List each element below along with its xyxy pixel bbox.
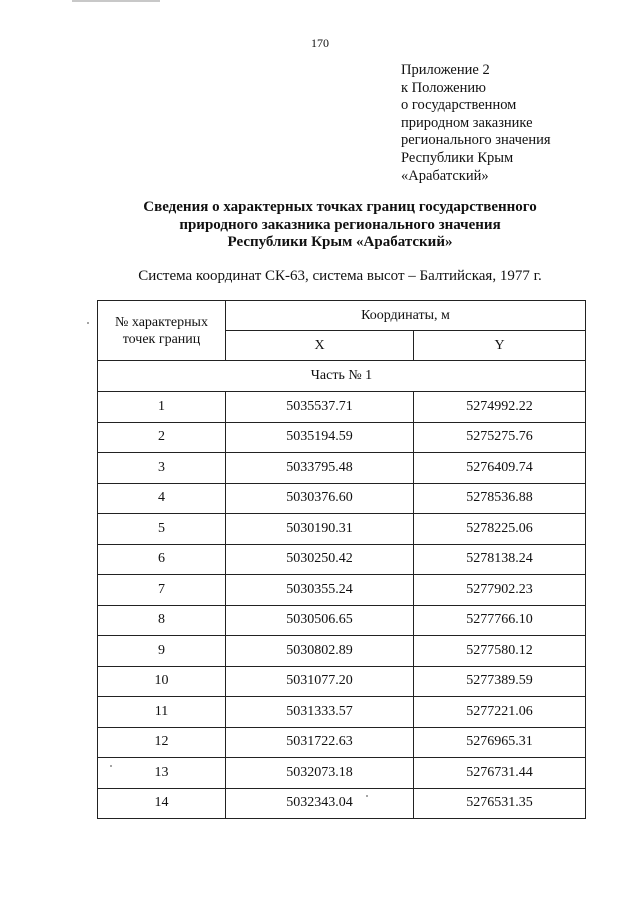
appendix-line: о государственном [401, 97, 517, 114]
x-header: X [226, 331, 414, 361]
point-number-cell: 5 [98, 514, 226, 545]
title-line: природного заказника регионального значения [179, 216, 501, 233]
appendix-line: Приложение 2 [401, 62, 490, 78]
x-coordinate-cell: 5030506.65 [226, 605, 414, 636]
document-title [60, 199, 620, 252]
x-coordinate-cell: 5030250.42 [226, 544, 414, 575]
y-coordinate-cell: 5278536.88 [414, 483, 586, 514]
point-number-cell: 7 [98, 575, 226, 606]
coordinates-table [97, 300, 586, 819]
x-coordinate-cell: 5031722.63 [226, 727, 414, 758]
coordinate-system-note: Система координат СК-63, система высот – Балтийская, 1977 г. [138, 268, 542, 284]
point-number-header: № характерных точек границ [98, 301, 226, 361]
scan-speck [110, 765, 112, 767]
appendix-note [401, 62, 636, 185]
point-number-cell: 9 [98, 636, 226, 667]
title-line: Республики Крым «Арабатский» [227, 234, 453, 250]
table-row [98, 727, 586, 758]
x-coordinate-cell: 5030376.60 [226, 483, 414, 514]
table-row [98, 636, 586, 667]
y-coordinate-cell: 5277766.10 [414, 605, 586, 636]
point-number-cell: 14 [98, 788, 226, 819]
x-coordinate-cell: 5033795.48 [226, 453, 414, 484]
x-coordinate-cell: 5032343.04 [226, 788, 414, 819]
x-coordinate-cell: 5032073.18 [226, 758, 414, 789]
title-line: Сведения о характерных точках границ государственного [143, 199, 537, 215]
y-coordinate-cell: 5276409.74 [414, 453, 586, 484]
table-row [98, 575, 586, 606]
table-row [98, 788, 586, 819]
appendix-line: Республики Крым [401, 149, 514, 166]
y-coordinate-cell: 5274992.22 [414, 392, 586, 423]
y-coordinate-cell: 5277221.06 [414, 697, 586, 728]
scan-edge-line [72, 0, 160, 2]
point-number-cell: 8 [98, 605, 226, 636]
x-coordinate-cell: 5031333.57 [226, 697, 414, 728]
table-row [98, 422, 586, 453]
part-label: Часть № 1 [98, 361, 586, 392]
y-coordinate-cell: 5277389.59 [414, 666, 586, 697]
appendix-line: «Арабатский» [401, 167, 489, 184]
page-number: 170 [311, 36, 329, 50]
point-number-cell: 12 [98, 727, 226, 758]
y-header: Y [414, 331, 586, 361]
y-coordinate-cell: 5275275.76 [414, 422, 586, 453]
y-coordinate-cell: 5276531.35 [414, 788, 586, 819]
point-number-cell: 11 [98, 697, 226, 728]
table-row [98, 453, 586, 484]
table-row [98, 666, 586, 697]
point-number-cell: 4 [98, 483, 226, 514]
x-coordinate-cell: 5030355.24 [226, 575, 414, 606]
scan-speck [366, 795, 368, 797]
point-number-cell: 3 [98, 453, 226, 484]
table-row [98, 544, 586, 575]
point-number-cell: 10 [98, 666, 226, 697]
y-coordinate-cell: 5278138.24 [414, 544, 586, 575]
y-coordinate-cell: 5276965.31 [414, 727, 586, 758]
point-number-cell: 13 [98, 758, 226, 789]
appendix-line: регионального значения [401, 132, 551, 149]
y-coordinate-cell: 5278225.06 [414, 514, 586, 545]
appendix-line: к Положению [401, 79, 486, 96]
scan-speck [87, 322, 89, 324]
table-row [98, 697, 586, 728]
table-row [98, 392, 586, 423]
point-number-cell: 1 [98, 392, 226, 423]
table-row [98, 514, 586, 545]
y-coordinate-cell: 5277580.12 [414, 636, 586, 667]
appendix-line: природном заказнике [401, 114, 533, 131]
x-coordinate-cell: 5031077.20 [226, 666, 414, 697]
table-row [98, 605, 586, 636]
table-row [98, 758, 586, 789]
table-row [98, 483, 586, 514]
y-coordinate-cell: 5276731.44 [414, 758, 586, 789]
x-coordinate-cell: 5035194.59 [226, 422, 414, 453]
y-coordinate-cell: 5277902.23 [414, 575, 586, 606]
x-coordinate-cell: 5035537.71 [226, 392, 414, 423]
point-number-cell: 6 [98, 544, 226, 575]
point-number-cell: 2 [98, 422, 226, 453]
x-coordinate-cell: 5030190.31 [226, 514, 414, 545]
x-coordinate-cell: 5030802.89 [226, 636, 414, 667]
coordinates-header: Координаты, м [226, 301, 586, 331]
